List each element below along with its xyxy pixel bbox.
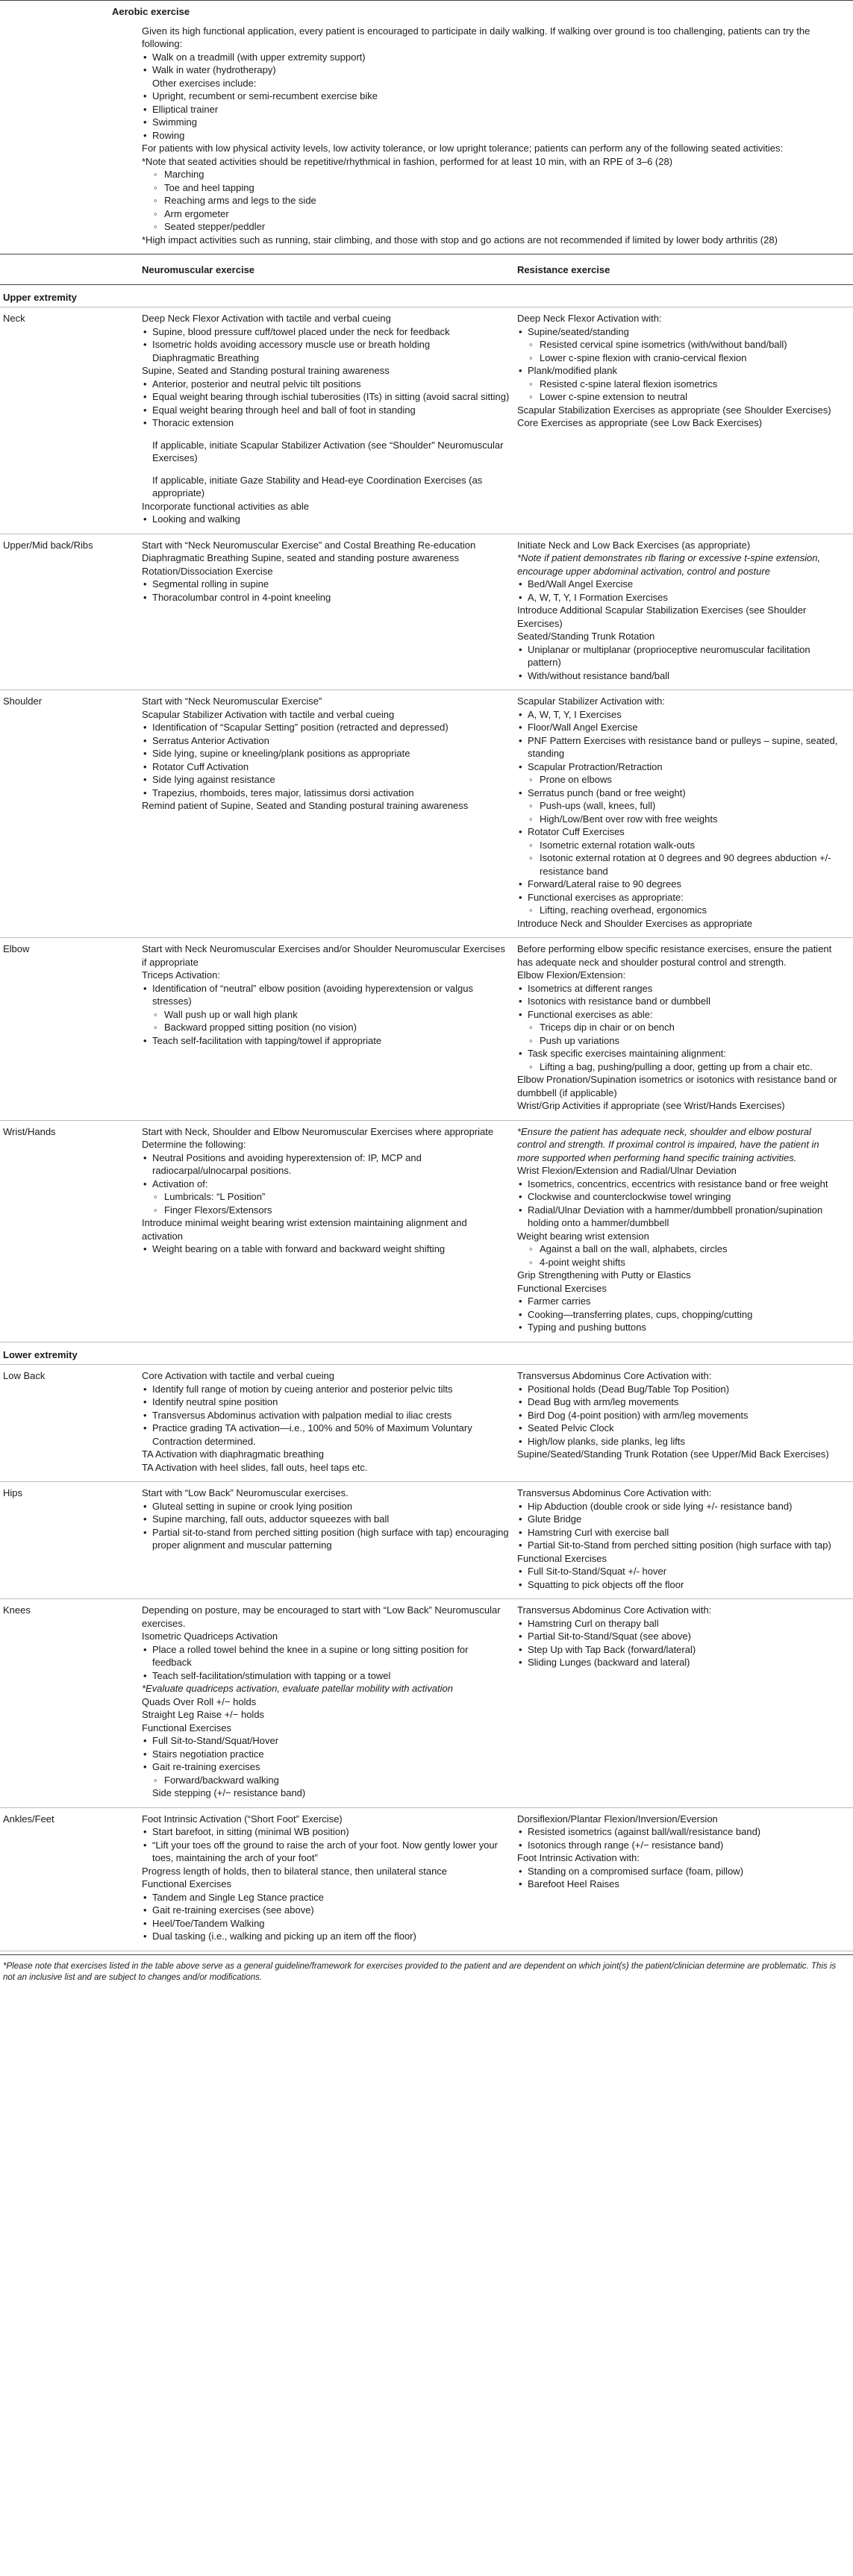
text-line: Scapular Stabilization Exercises as appropriate (see Shoulder Exercises)	[517, 404, 831, 416]
resistance-cell	[517, 1604, 853, 1800]
table-row	[0, 938, 853, 1121]
bullet-item: • Squatting to pick objects off the floor	[517, 1578, 843, 1592]
row-label: Low Back	[3, 1370, 46, 1381]
bullet-item: • Seated Pelvic Clock	[517, 1422, 843, 1435]
bullet-item: • Identify neutral spine position	[142, 1395, 510, 1409]
text-line: Isometric Quadriceps Activation	[142, 1631, 278, 1642]
text-line: *Note that seated activities should be repetitive/rhythmical in fashion, performed for at least 10 min, with an RPE of 3–6 (28)	[142, 155, 673, 167]
bullet-item: • Identification of “Scapular Setting” position (retracted and depressed)	[142, 721, 510, 734]
text-line: Start with “Neck Neuromuscular Exercise” and Costal Breathing Re-education	[142, 539, 476, 551]
sub-bullet-item: ◦ Triceps dip in chair or on bench	[517, 1021, 843, 1034]
text-line: Deep Neck Flexor Activation with:	[517, 313, 662, 324]
bullet-item: • Swimming	[142, 116, 838, 129]
table-row	[0, 1121, 853, 1342]
sub-bullet-item: ◦ Push up variations	[517, 1034, 843, 1048]
row-label: Ankles/Feet	[3, 1813, 54, 1825]
sub-bullet-item: ◦ High/Low/Bent over row with free weights	[517, 813, 843, 826]
bullet-item: • Hamstring Curl with exercise ball	[517, 1526, 843, 1539]
bullet-item: • With/without resistance band/ball	[517, 669, 843, 683]
text-line: Grip Strengthening with Putty or Elastics	[517, 1269, 691, 1281]
neuromuscular-cell	[142, 1369, 517, 1474]
row-label: Shoulder	[3, 695, 43, 707]
bullet-item: • Radial/Ulnar Deviation with a hammer/dumbbell pronation/supination holding onto a hammer/dumbbell	[517, 1204, 843, 1230]
indented-line: If applicable, initiate Scapular Stabilizer Activation (see “Shoulder” Neuromuscular Exercises)	[152, 439, 504, 463]
bullet-item: • Dead Bug with arm/leg movements	[517, 1395, 843, 1409]
table-row	[0, 534, 853, 691]
text-line: Incorporate functional activities as able	[142, 500, 310, 512]
table-header	[0, 254, 853, 285]
indented-line: Diaphragmatic Breathing	[152, 351, 260, 363]
bullet-item: • Gait re-training exercises	[142, 1760, 510, 1774]
text-line: Supine/Seated/Standing Trunk Rotation (see Upper/Mid Back Exercises)	[517, 1448, 829, 1460]
table-row	[0, 690, 853, 938]
sub-bullet-item: ◦ Lifting, reaching overhead, ergonomics	[517, 904, 843, 917]
neuromuscular-cell	[142, 695, 517, 930]
neuromuscular-cell	[142, 1604, 517, 1800]
sub-bullet-item: ◦ 4-point weight shifts	[517, 1256, 843, 1269]
indented-line: Side stepping (+/− resistance band)	[152, 1787, 306, 1798]
bullet-item: • Rotator Cuff Exercises	[517, 825, 843, 839]
bullet-item: • Weight bearing on a table with forward and backward weight shifting	[142, 1242, 510, 1256]
table-row	[0, 307, 853, 534]
bullet-item: • Stairs negotiation practice	[142, 1748, 510, 1761]
bullet-item: • Gluteal setting in supine or crook lying position	[142, 1500, 510, 1513]
bullet-item: • Identify full range of motion by cueing anterior and posterior pelvic tilts	[142, 1383, 510, 1396]
text-line: Progress length of holds, then to bilateral stance, then unilateral stance	[142, 1865, 448, 1877]
sub-bullet-item: ◦ Wall push up or wall high plank	[142, 1008, 510, 1022]
bullet-item: • Positional holds (Dead Bug/Table Top Position)	[517, 1383, 843, 1396]
bullet-item: • Resisted isometrics (against ball/wall/resistance band)	[517, 1825, 843, 1839]
bullet-item: • Floor/Wall Angel Exercise	[517, 721, 843, 734]
text-line: Deep Neck Flexor Activation with tactile and verbal cueing	[142, 313, 391, 324]
sub-bullet-item: ◦ Lower c-spine flexion with cranio-cervical flexion	[517, 351, 843, 365]
section-heading: Upper extremity	[0, 285, 853, 308]
text-line: Core Exercises as appropriate (see Low Back Exercises)	[517, 417, 763, 428]
bullet-item: • Gait re-training exercises (see above)	[142, 1904, 510, 1917]
sub-bullet-item: ◦ Reaching arms and legs to the side	[142, 194, 838, 207]
bullet-item: • Hip Abduction (double crook or side lying +/- resistance band)	[517, 1500, 843, 1513]
sub-bullet-item: ◦ Resisted c-spine lateral flexion isometrics	[517, 378, 843, 391]
row-label: Wrist/Hands	[3, 1125, 56, 1137]
bullet-item: • Equal weight bearing through ischial tuberosities (ITs) in sitting (avoid sacral sitting)	[142, 390, 510, 404]
bullet-item: • A, W, T, Y, I Exercises	[517, 708, 843, 722]
bullet-item: • Equal weight bearing through heel and ball of foot in standing	[142, 404, 510, 417]
bullet-item: • PNF Pattern Exercises with resistance band or pulleys – supine, seated, standing	[517, 734, 843, 760]
sub-bullet-item: ◦ Push-ups (wall, knees, full)	[517, 799, 843, 813]
table-row	[0, 1482, 853, 1599]
text-line: Wrist/Grip Activities if appropriate (see Wrist/Hands Exercises)	[517, 1100, 785, 1111]
text-line: Start with Neck Neuromuscular Exercises and/or Shoulder Neuromuscular Exercises if appropriate	[142, 943, 505, 968]
text-line: Diaphragmatic Breathing Supine, seated and standing posture awareness	[142, 552, 459, 563]
table-row	[0, 1599, 853, 1808]
bullet-item: • Isotonics with resistance band or dumbbell	[517, 995, 843, 1008]
text-line: *High impact activities such as running, stair climbing, and those with stop and go actions are not recommended if limited by lower body arthritis (28)	[142, 234, 778, 246]
bullet-item: • Upright, recumbent or semi-recumbent exercise bike	[142, 90, 838, 103]
bullet-item: • Tandem and Single Leg Stance practice	[142, 1891, 510, 1904]
text-line: Start with “Neck Neuromuscular Exercise”	[142, 695, 322, 707]
text-line: Rotation/Dissociation Exercise	[142, 565, 273, 577]
neuromuscular-cell	[142, 1813, 517, 1943]
text-line: Elbow Flexion/Extension:	[517, 969, 626, 981]
bullet-item: • Side lying, supine or kneeling/plank positions as appropriate	[142, 747, 510, 760]
bullet-item: • Dual tasking (i.e., walking and picking up an item off the floor)	[142, 1930, 510, 1943]
bullet-item: • Trapezius, rhomboids, teres major, latissimus dorsi activation	[142, 787, 510, 800]
italic-note: *Note if patient demonstrates rib flaring or excessive t-spine extension, encourage upper abdominal activation, control and posture	[517, 552, 821, 577]
bullet-item: • Start barefoot, in sitting (minimal WB position)	[142, 1825, 510, 1839]
bullet-item: • Cooking—transferring plates, cups, chopping/cutting	[517, 1308, 843, 1322]
bullet-item: • Place a rolled towel behind the knee in a supine or long sitting position for feedback	[142, 1643, 510, 1669]
text-line: Introduce Additional Scapular Stabilization Exercises (see Shoulder Exercises)	[517, 604, 807, 629]
bullet-item: • Neutral Positions and avoiding hyperextension of: IP, MCP and radiocarpal/ulnocarpal positions.	[142, 1151, 510, 1178]
header-resistance: Resistance exercise	[517, 264, 610, 275]
bullet-item: • Partial Sit-to-Stand from perched sitting position (high surface with tap)	[517, 1539, 843, 1552]
bullet-item: • Hamstring Curl on therapy ball	[517, 1617, 843, 1631]
indented-line: If applicable, initiate Gaze Stability and Head-eye Coordination Exercises (as appropriate)	[152, 474, 483, 498]
bullet-item: • Partial sit-to-stand from perched sitting position (high surface with tap) encouraging proper alignment and muscular patterning	[142, 1526, 510, 1552]
bullet-item: • Supine, blood pressure cuff/towel placed under the neck for feedback	[142, 325, 510, 339]
text-line: Transversus Abdominus Core Activation with:	[517, 1604, 712, 1616]
sub-bullet-item: ◦ Seated stepper/peddler	[142, 220, 838, 234]
bullet-item: • Segmental rolling in supine	[142, 578, 510, 591]
text-line: Depending on posture, may be encouraged to start with “Low Back” Neuromuscular exercises.	[142, 1604, 501, 1629]
spacer	[142, 430, 510, 439]
text-line: Scapular Stabilizer Activation with tactile and verbal cueing	[142, 708, 395, 720]
aerobic-title: Aerobic exercise	[112, 6, 190, 17]
bullet-item: • Transversus Abdominus activation with palpation medial to iliac crests	[142, 1409, 510, 1422]
header-col-1	[0, 263, 142, 277]
resistance-cell	[517, 1486, 853, 1591]
bullet-item: • Bird Dog (4-point position) with arm/leg movements	[517, 1409, 843, 1422]
bullet-item: • Full Sit-to-Stand/Squat/Hover	[142, 1734, 510, 1748]
neuromuscular-cell	[142, 1486, 517, 1591]
text-line: Given its high functional application, every patient is encouraged to participate in daily walking. If walking over ground is too challenging, patients can try the following:	[142, 25, 810, 49]
text-line: Functional Exercises	[142, 1722, 231, 1734]
text-line: Transversus Abdominus Core Activation with:	[517, 1370, 712, 1381]
bullet-item: • Walk in water (hydrotherapy)	[142, 63, 838, 77]
sub-bullet-item: ◦ Toe and heel tapping	[142, 181, 838, 195]
resistance-cell	[517, 942, 853, 1113]
bullet-item: • Barefoot Heel Raises	[517, 1878, 843, 1891]
bullet-item: • Identification of “neutral” elbow position (avoiding hyperextension or valgus stresses)	[142, 982, 510, 1008]
bullet-item: • Serratus punch (band or free weight)	[517, 787, 843, 800]
bullet-item: • Serratus Anterior Activation	[142, 734, 510, 748]
text-line: Weight bearing wrist extension	[517, 1230, 649, 1242]
resistance-cell	[517, 1369, 853, 1474]
text-line: Determine the following:	[142, 1139, 246, 1150]
resistance-cell	[517, 695, 853, 930]
resistance-cell	[517, 1813, 853, 1943]
text-line: TA Activation with diaphragmatic breathing	[142, 1448, 325, 1460]
resistance-cell	[517, 1125, 853, 1334]
resistance-cell	[517, 539, 853, 683]
bullet-item: • Teach self-facilitation with tapping/towel if appropriate	[142, 1034, 510, 1048]
bullet-item: • Typing and pushing buttons	[517, 1321, 843, 1334]
text-line: Start with “Low Back” Neuromuscular exercises.	[142, 1487, 349, 1498]
bullet-item: • High/low planks, side planks, leg lifts	[517, 1435, 843, 1448]
table-row	[0, 1365, 853, 1482]
sub-bullet-item: ◦ Isometric external rotation walk-outs	[517, 839, 843, 852]
bullet-item: • A, W, T, Y, I Formation Exercises	[517, 591, 843, 604]
text-line: Functional Exercises	[517, 1282, 607, 1294]
bullet-item: • Supine/seated/standing	[517, 325, 843, 339]
row-label: Upper/Mid back/Ribs	[3, 539, 93, 551]
bullet-item: • Functional exercises as able:	[517, 1008, 843, 1022]
bullet-item: • Looking and walking	[142, 513, 510, 526]
text-line: Functional Exercises	[517, 1552, 607, 1564]
text-line: Core Activation with tactile and verbal cueing	[142, 1370, 334, 1381]
italic-note: *Evaluate quadriceps activation, evaluate patellar mobility with activation	[142, 1683, 453, 1694]
indented-line: Other exercises include:	[152, 77, 257, 89]
text-line: Foot Intrinsic Activation with:	[517, 1852, 640, 1863]
bullet-item: • Step Up with Tap Back (forward/lateral)	[517, 1643, 843, 1657]
section-heading: Lower extremity	[0, 1342, 853, 1366]
bullet-item: • Elliptical trainer	[142, 103, 838, 116]
text-line: Seated/Standing Trunk Rotation	[517, 631, 655, 642]
bullet-item: • Supine marching, fall outs, adductor squeezes with ball	[142, 1513, 510, 1526]
bullet-item: • Bed/Wall Angel Exercise	[517, 578, 843, 591]
row-label: Knees	[3, 1604, 31, 1616]
sub-bullet-item: ◦ Backward propped sitting position (no vision)	[142, 1021, 510, 1034]
italic-note: *Ensure the patient has adequate neck, shoulder and elbow postural control and strength. If proximal control is impaired, have the patient in more supported when performing hand specific training activities.	[517, 1125, 819, 1163]
row-label: Hips	[3, 1487, 23, 1498]
resistance-cell	[517, 312, 853, 526]
bullet-item: • Isometric holds avoiding accessory muscle use or breath holding	[142, 338, 510, 351]
bullet-item: • Isometrics, concentrics, eccentrics with resistance band or free weight	[517, 1178, 843, 1191]
text-line: Before performing elbow specific resistance exercises, ensure the patient has adequate neck and shoulder postural control and strength.	[517, 943, 832, 968]
text-line: Scapular Stabilizer Activation with:	[517, 695, 665, 707]
row-label: Elbow	[3, 943, 30, 954]
bullet-item: • “Lift your toes off the ground to raise the arch of your foot. Now gently lower your toes, maintaining the arch of your foot”	[142, 1839, 510, 1865]
sub-bullet-item: ◦ Marching	[142, 168, 838, 181]
text-line: Introduce Neck and Shoulder Exercises as appropriate	[517, 917, 753, 929]
text-line: Straight Leg Raise +/− holds	[142, 1709, 265, 1720]
text-line: Triceps Activation:	[142, 969, 221, 981]
text-line: Introduce minimal weight bearing wrist extension maintaining alignment and activation	[142, 1217, 467, 1242]
bullet-item: • Walk on a treadmill (with upper extremity support)	[142, 51, 838, 64]
bullet-item: • Forward/Lateral raise to 90 degrees	[517, 878, 843, 891]
text-line: Wrist Flexion/Extension and Radial/Ulnar Deviation	[517, 1165, 737, 1176]
header-neuromuscular: Neuromuscular exercise	[142, 264, 255, 275]
sub-bullet-item: ◦ Lifting a bag, pushing/pulling a door, getting up from a chair etc.	[517, 1060, 843, 1074]
bullet-item: • Sliding Lunges (backward and lateral)	[517, 1656, 843, 1669]
text-line: Start with Neck, Shoulder and Elbow Neuromuscular Exercises where appropriate	[142, 1125, 494, 1137]
bullet-item: • Rowing	[142, 129, 838, 143]
text-line: Foot Intrinsic Activation (“Short Foot” Exercise)	[142, 1813, 343, 1825]
bullet-item: • Scapular Protraction/Retraction	[517, 760, 843, 774]
text-line: Elbow Pronation/Supination isometrics or isotonics with resistance band or dumbbell (if applicable)	[517, 1074, 837, 1098]
bullet-item: • Thoracic extension	[142, 416, 510, 430]
table-row	[0, 1808, 853, 1951]
text-line: Dorsiflexion/Plantar Flexion/Inversion/Eversion	[517, 1813, 718, 1825]
text-line: Remind patient of Supine, Seated and Standing postural training awareness	[142, 800, 469, 811]
neuromuscular-cell	[142, 942, 517, 1113]
sub-bullet-item: ◦ Lower c-spine extension to neutral	[517, 390, 843, 404]
neuromuscular-cell	[142, 312, 517, 526]
bullet-item: • Rotator Cuff Activation	[142, 760, 510, 774]
sub-bullet-item: ◦ Prone on elbows	[517, 773, 843, 787]
sub-bullet-item: ◦ Lumbricals: “L Position”	[142, 1190, 510, 1204]
bullet-item: • Isotonics through range (+/− resistance band)	[517, 1839, 843, 1852]
text-line: Functional Exercises	[142, 1878, 231, 1889]
bullet-item: • Plank/modified plank	[517, 364, 843, 378]
bullet-item: • Task specific exercises maintaining alignment:	[517, 1047, 843, 1060]
text-line: For patients with low physical activity levels, low activity tolerance, or low upright tolerance; patients can perform any of the following seated activities:	[142, 143, 784, 154]
aerobic-section	[0, 22, 853, 255]
bullet-item: • Partial Sit-to-Stand/Squat (see above)	[517, 1630, 843, 1643]
neuromuscular-cell	[142, 539, 517, 683]
bullet-item: • Thoracolumbar control in 4-point kneeling	[142, 591, 510, 604]
bullet-item: • Uniplanar or multiplanar (proprioceptive neuromuscular facilitation pattern)	[517, 643, 843, 669]
bullet-item: • Functional exercises as appropriate:	[517, 891, 843, 904]
bullet-item: • Isometrics at different ranges	[517, 982, 843, 995]
row-label: Neck	[3, 313, 25, 324]
bullet-item: • Anterior, posterior and neutral pelvic tilt positions	[142, 378, 510, 391]
sub-bullet-item: ◦ Resisted cervical spine isometrics (with/without band/ball)	[517, 338, 843, 351]
text-line: TA Activation with heel slides, fall outs, heel taps etc.	[142, 1461, 368, 1473]
sub-bullet-item: ◦ Against a ball on the wall, alphabets, circles	[517, 1242, 843, 1256]
bullet-item: • Full Sit-to-Stand/Squat +/- hover	[517, 1565, 843, 1578]
text-line: Supine, Seated and Standing postural training awareness	[142, 365, 390, 376]
neuromuscular-cell	[142, 1125, 517, 1334]
spacer	[142, 465, 510, 474]
sub-bullet-item: ◦ Finger Flexors/Extensors	[142, 1204, 510, 1217]
sub-bullet-item: ◦ Arm ergometer	[142, 207, 838, 221]
bullet-item: • Glute Bridge	[517, 1513, 843, 1526]
bullet-item: • Practice grading TA activation—i.e., 100% and 50% of Maximum Voluntary Contraction determined.	[142, 1422, 510, 1448]
text-line: Transversus Abdominus Core Activation with:	[517, 1487, 712, 1498]
text-line: Initiate Neck and Low Back Exercises (as appropriate)	[517, 539, 751, 551]
bullet-item: • Activation of:	[142, 1178, 510, 1191]
bullet-item: • Teach self-facilitation/stimulation with tapping or a towel	[142, 1669, 510, 1683]
footnote: *Please note that exercises listed in the table above serve as a general guideline/framework for exercises provided to the patient and are dependent on which joint(s) the patient/clinician determine are problematic. This is not an inclusive list and are subject to changes and/or modifications.	[0, 1954, 853, 1983]
bullet-item: • Clockwise and counterclockwise towel wringing	[517, 1190, 843, 1204]
bullet-item: • Standing on a compromised surface (foam, pillow)	[517, 1865, 843, 1878]
bullet-item: • Side lying against resistance	[142, 773, 510, 787]
sub-bullet-item: ◦ Forward/backward walking	[142, 1774, 510, 1787]
text-line: Quads Over Roll +/− holds	[142, 1695, 257, 1707]
table-body	[0, 285, 853, 1951]
bullet-item: • Farmer carries	[517, 1295, 843, 1308]
sub-bullet-item: ◦ Isotonic external rotation at 0 degrees and 90 degrees abduction +/- resistance band	[517, 851, 843, 878]
bullet-item: • Heel/Toe/Tandem Walking	[142, 1917, 510, 1931]
